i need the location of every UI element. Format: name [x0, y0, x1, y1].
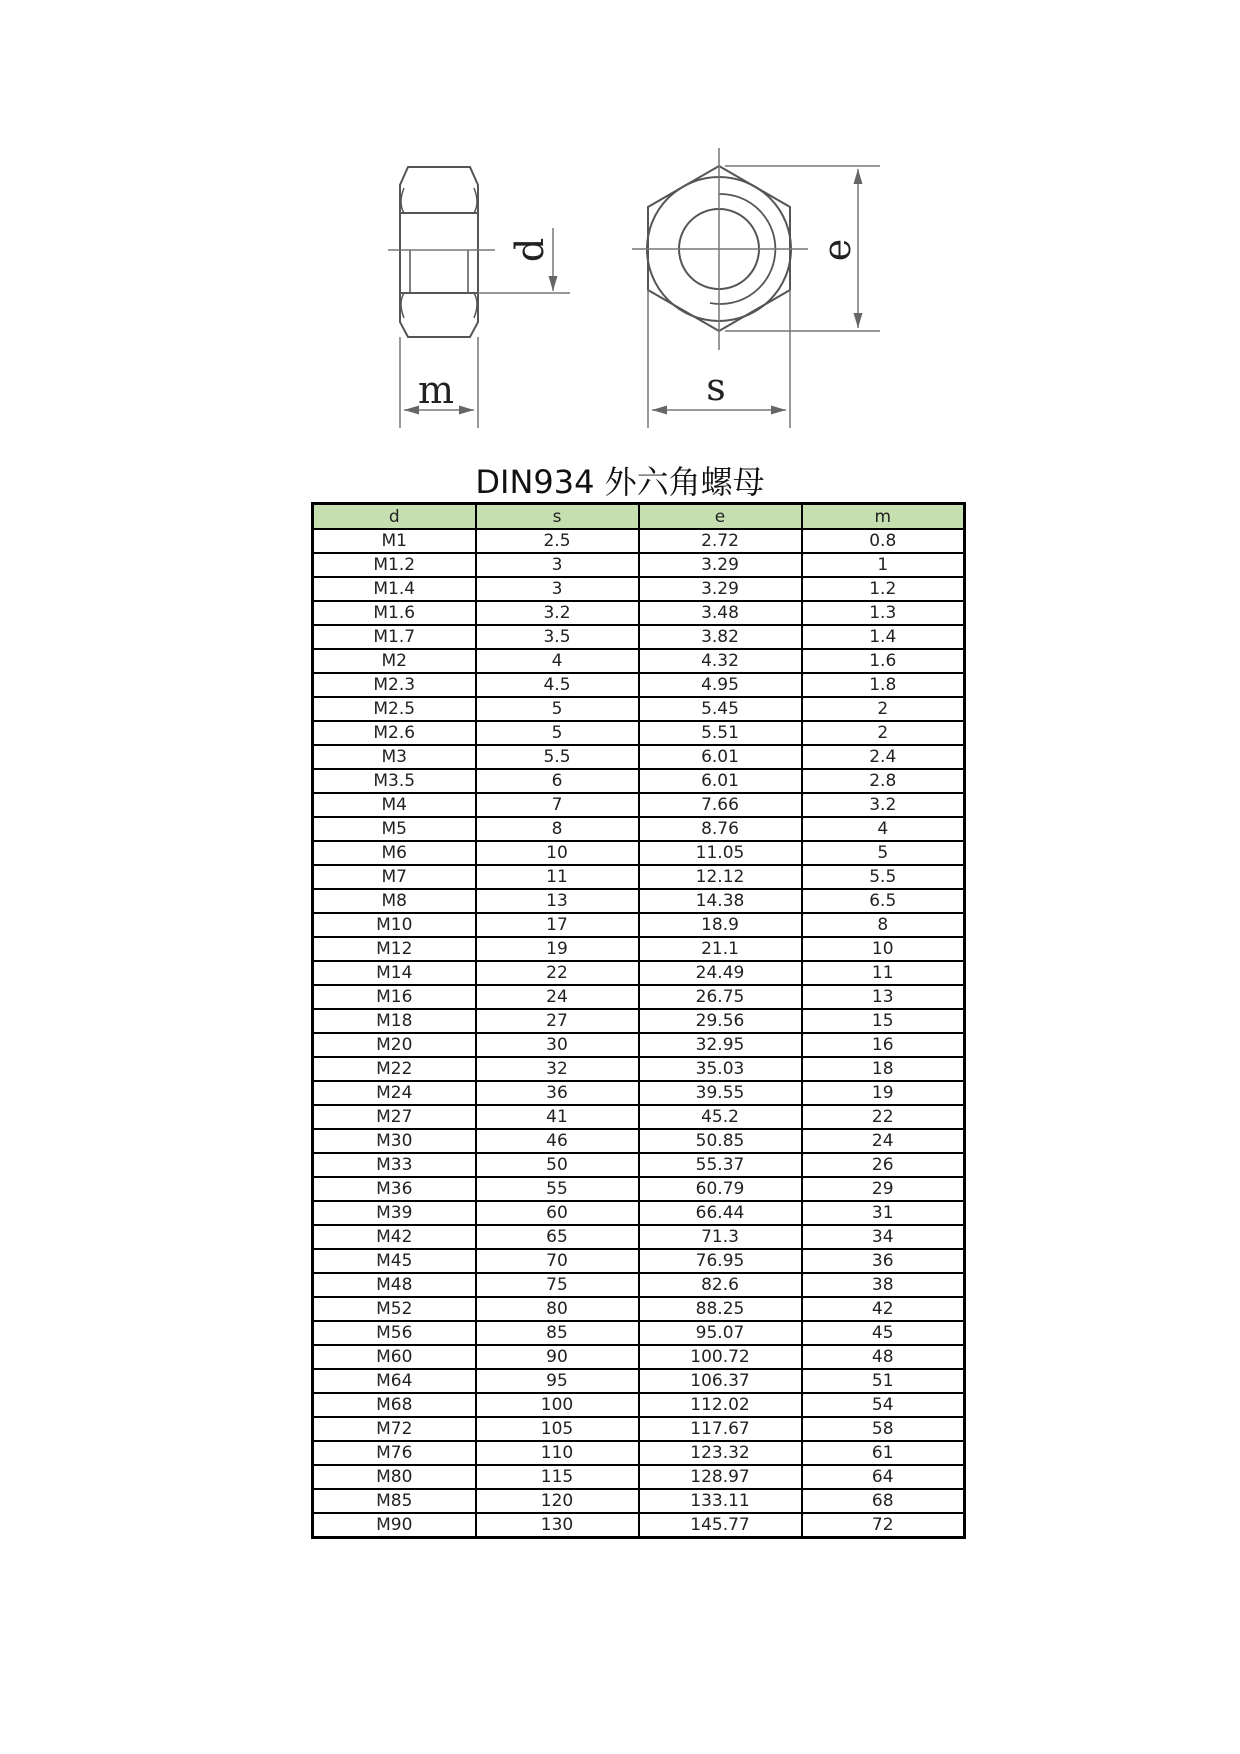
table-cell: 5.5	[476, 745, 639, 769]
table-cell: 10	[476, 841, 639, 865]
table-cell: 0.8	[802, 529, 965, 553]
table-cell: 32.95	[639, 1033, 802, 1057]
table-cell: 15	[802, 1009, 965, 1033]
table-cell: 29.56	[639, 1009, 802, 1033]
table-cell: 133.11	[639, 1489, 802, 1513]
table-row	[313, 769, 965, 793]
table-cell: 12.12	[639, 865, 802, 889]
table-cell: 105	[476, 1417, 639, 1441]
table-cell: 36	[476, 1081, 639, 1105]
table-row	[313, 1465, 965, 1489]
table-cell: M33	[313, 1153, 476, 1177]
table-cell: M8	[313, 889, 476, 913]
table-cell: M7	[313, 865, 476, 889]
table-cell: 64	[802, 1465, 965, 1489]
table-cell: 65	[476, 1225, 639, 1249]
table-cell: 80	[476, 1297, 639, 1321]
column-header: e	[639, 504, 802, 530]
table-cell: 8.76	[639, 817, 802, 841]
table-cell: M27	[313, 1105, 476, 1129]
table-cell: 75	[476, 1273, 639, 1297]
table-cell: 21.1	[639, 937, 802, 961]
table-cell: 13	[802, 985, 965, 1009]
table-cell: 3.82	[639, 625, 802, 649]
table-row	[313, 937, 965, 961]
table-cell: 100	[476, 1393, 639, 1417]
table-cell: 10	[802, 937, 965, 961]
table-cell: 3.2	[802, 793, 965, 817]
table-cell: 39.55	[639, 1081, 802, 1105]
table-cell: 4	[476, 649, 639, 673]
table-cell: 24	[476, 985, 639, 1009]
table-cell: 54	[802, 1393, 965, 1417]
table-cell: M1.2	[313, 553, 476, 577]
table-cell: M2.5	[313, 697, 476, 721]
table-cell: 11.05	[639, 841, 802, 865]
table-row	[313, 625, 965, 649]
table-cell: 4	[802, 817, 965, 841]
table-cell: M45	[313, 1249, 476, 1273]
table-row	[313, 745, 965, 769]
table-cell: 3.5	[476, 625, 639, 649]
table-cell: 1.6	[802, 649, 965, 673]
table-cell: 5.45	[639, 697, 802, 721]
table-cell: 38	[802, 1273, 965, 1297]
table-cell: 16	[802, 1033, 965, 1057]
table-cell: M3	[313, 745, 476, 769]
table-cell: M1	[313, 529, 476, 553]
table-row	[313, 793, 965, 817]
table-cell: 1.3	[802, 601, 965, 625]
table-cell: 1	[802, 553, 965, 577]
table-cell: M1.4	[313, 577, 476, 601]
table-cell: 123.32	[639, 1441, 802, 1465]
table-cell: 3	[476, 577, 639, 601]
table-cell: 5	[802, 841, 965, 865]
table-cell: 3.48	[639, 601, 802, 625]
table-cell: 27	[476, 1009, 639, 1033]
table-cell: 3	[476, 553, 639, 577]
table-cell: 3.2	[476, 601, 639, 625]
table-cell: 76.95	[639, 1249, 802, 1273]
table-cell: M4	[313, 793, 476, 817]
table-cell: 14.38	[639, 889, 802, 913]
table-row	[313, 553, 965, 577]
bore-dim-label: d	[508, 237, 552, 263]
table-cell: 31	[802, 1201, 965, 1225]
table-row	[313, 649, 965, 673]
column-header: s	[476, 504, 639, 530]
table-row	[313, 865, 965, 889]
table-cell: 32	[476, 1057, 639, 1081]
table-cell: M42	[313, 1225, 476, 1249]
table-cell: 95.07	[639, 1321, 802, 1345]
table-cell: 6.5	[802, 889, 965, 913]
table-row	[313, 1417, 965, 1441]
table-cell: 22	[802, 1105, 965, 1129]
table-cell: 2.4	[802, 745, 965, 769]
table-row	[313, 1321, 965, 1345]
table-cell: M24	[313, 1081, 476, 1105]
table-cell: M14	[313, 961, 476, 985]
table-cell: 30	[476, 1033, 639, 1057]
table-body	[313, 529, 965, 1538]
table-cell: M2.3	[313, 673, 476, 697]
column-header: d	[313, 504, 476, 530]
table-cell: 2	[802, 721, 965, 745]
table-row	[313, 577, 965, 601]
table-row	[313, 817, 965, 841]
table-cell: 3.29	[639, 577, 802, 601]
table-cell: 46	[476, 1129, 639, 1153]
table-cell: 70	[476, 1249, 639, 1273]
table-cell: 48	[802, 1345, 965, 1369]
table-row	[313, 841, 965, 865]
table-row	[313, 1033, 965, 1057]
table-cell: 13	[476, 889, 639, 913]
table-cell: M5	[313, 817, 476, 841]
table-cell: 45.2	[639, 1105, 802, 1129]
table-cell: M12	[313, 937, 476, 961]
table-cell: 11	[802, 961, 965, 985]
table-cell: 17	[476, 913, 639, 937]
table-cell: M18	[313, 1009, 476, 1033]
table-cell: M2.6	[313, 721, 476, 745]
table-cell: 22	[476, 961, 639, 985]
table-cell: M68	[313, 1393, 476, 1417]
table-row	[313, 1129, 965, 1153]
table-cell: 8	[476, 817, 639, 841]
table-cell: 6.01	[639, 745, 802, 769]
table-cell: 19	[802, 1081, 965, 1105]
table-cell: 2.5	[476, 529, 639, 553]
table-cell: 90	[476, 1345, 639, 1369]
table-cell: 5.51	[639, 721, 802, 745]
table-cell: 51	[802, 1369, 965, 1393]
table-cell: 6.01	[639, 769, 802, 793]
table-cell: M64	[313, 1369, 476, 1393]
table-cell: 85	[476, 1321, 639, 1345]
front-view	[632, 148, 808, 350]
table-cell: 60	[476, 1201, 639, 1225]
table-cell: 3.29	[639, 553, 802, 577]
table-cell: 58	[802, 1417, 965, 1441]
table-cell: 82.6	[639, 1273, 802, 1297]
table-row	[313, 1297, 965, 1321]
table-cell: M20	[313, 1033, 476, 1057]
table-cell: 45	[802, 1321, 965, 1345]
table-cell: 145.77	[639, 1513, 802, 1538]
table-row	[313, 985, 965, 1009]
table-cell: 24	[802, 1129, 965, 1153]
table-cell: M16	[313, 985, 476, 1009]
side-dim-label: m	[417, 368, 455, 412]
table-cell: 5	[476, 721, 639, 745]
table-cell: M60	[313, 1345, 476, 1369]
dimension-table	[311, 502, 966, 1539]
table-cell: M52	[313, 1297, 476, 1321]
table-cell: 66.44	[639, 1201, 802, 1225]
table-cell: M1.6	[313, 601, 476, 625]
table-cell: M30	[313, 1129, 476, 1153]
corners-dim-label: e	[815, 238, 859, 262]
table-cell: 110	[476, 1441, 639, 1465]
table-cell: 112.02	[639, 1393, 802, 1417]
table-cell: M90	[313, 1513, 476, 1538]
table-cell: 72	[802, 1513, 965, 1538]
table-row	[313, 961, 965, 985]
table-row	[313, 1225, 965, 1249]
table-cell: 120	[476, 1489, 639, 1513]
table-cell: 11	[476, 865, 639, 889]
table-cell: 35.03	[639, 1057, 802, 1081]
table-cell: 26.75	[639, 985, 802, 1009]
table-row	[313, 1273, 965, 1297]
table-row	[313, 1249, 965, 1273]
column-header: m	[802, 504, 965, 530]
table-row	[313, 1153, 965, 1177]
table-row	[313, 1105, 965, 1129]
table-cell: M3.5	[313, 769, 476, 793]
table-row	[313, 1513, 965, 1538]
table-cell: 50	[476, 1153, 639, 1177]
table-cell: 55.37	[639, 1153, 802, 1177]
table-row	[313, 889, 965, 913]
table-cell: 55	[476, 1177, 639, 1201]
table-cell: M56	[313, 1321, 476, 1345]
table-cell: 1.8	[802, 673, 965, 697]
table-cell: 71.3	[639, 1225, 802, 1249]
table-row	[313, 1345, 965, 1369]
table-cell: M76	[313, 1441, 476, 1465]
table-row	[313, 913, 965, 937]
table-cell: 130	[476, 1513, 639, 1538]
table-cell: 7.66	[639, 793, 802, 817]
table-cell: M6	[313, 841, 476, 865]
table-row	[313, 1081, 965, 1105]
table-header-row	[313, 504, 965, 530]
table-row	[313, 1009, 965, 1033]
table-cell: 61	[802, 1441, 965, 1465]
table-row	[313, 1057, 965, 1081]
table-row	[313, 1201, 965, 1225]
flats-dim-label: s	[706, 365, 726, 409]
table-cell: 6	[476, 769, 639, 793]
table-cell: 36	[802, 1249, 965, 1273]
table-row	[313, 697, 965, 721]
table-cell: 2	[802, 697, 965, 721]
table-row	[313, 1393, 965, 1417]
table-cell: M1.7	[313, 625, 476, 649]
table-cell: 8	[802, 913, 965, 937]
table-cell: 100.72	[639, 1345, 802, 1369]
table-cell: M80	[313, 1465, 476, 1489]
table-cell: 128.97	[639, 1465, 802, 1489]
table-cell: 106.37	[639, 1369, 802, 1393]
table-cell: 34	[802, 1225, 965, 1249]
table-cell: M39	[313, 1201, 476, 1225]
table-row	[313, 601, 965, 625]
table-row	[313, 1489, 965, 1513]
table-row	[313, 721, 965, 745]
table-cell: 29	[802, 1177, 965, 1201]
table-cell: 60.79	[639, 1177, 802, 1201]
table-cell: 4.32	[639, 649, 802, 673]
table-row	[313, 1177, 965, 1201]
table-row	[313, 1369, 965, 1393]
table-row	[313, 1441, 965, 1465]
table-cell: 4.5	[476, 673, 639, 697]
table-cell: 18	[802, 1057, 965, 1081]
table-cell: 42	[802, 1297, 965, 1321]
table-cell: 5.5	[802, 865, 965, 889]
table-cell: M2	[313, 649, 476, 673]
table-cell: 2.72	[639, 529, 802, 553]
table-cell: M72	[313, 1417, 476, 1441]
table-cell: 1.2	[802, 577, 965, 601]
table-cell: 18.9	[639, 913, 802, 937]
table-cell: 26	[802, 1153, 965, 1177]
table-cell: 2.8	[802, 769, 965, 793]
table-cell: 50.85	[639, 1129, 802, 1153]
table-cell: 19	[476, 937, 639, 961]
table-cell: 68	[802, 1489, 965, 1513]
table-row	[313, 673, 965, 697]
table-cell: M36	[313, 1177, 476, 1201]
table-cell: 115	[476, 1465, 639, 1489]
table-cell: 117.67	[639, 1417, 802, 1441]
table-cell: 88.25	[639, 1297, 802, 1321]
hex-nut-technical-drawing	[0, 0, 1240, 450]
table-cell: 41	[476, 1105, 639, 1129]
table-cell: M10	[313, 913, 476, 937]
table-cell: 5	[476, 697, 639, 721]
page-title: DIN934 外六角螺母	[475, 463, 765, 501]
table-cell: 4.95	[639, 673, 802, 697]
table-cell: 1.4	[802, 625, 965, 649]
table-cell: M48	[313, 1273, 476, 1297]
table-cell: 95	[476, 1369, 639, 1393]
table-row	[313, 529, 965, 553]
table-cell: 24.49	[639, 961, 802, 985]
table-cell: M22	[313, 1057, 476, 1081]
table-cell: M85	[313, 1489, 476, 1513]
table-cell: 7	[476, 793, 639, 817]
